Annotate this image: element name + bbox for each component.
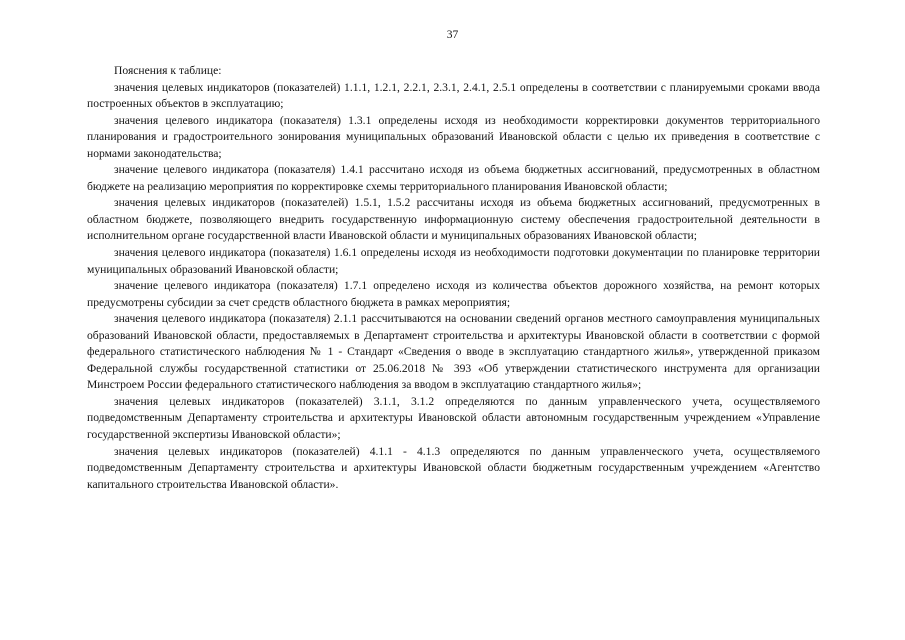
notes-caption: Пояснения к таблице: — [114, 64, 222, 77]
note-paragraph: значения целевого индикатора (показателя) 2.1.1 рассчитываются на основании сведений органов местного самоуправления муниципальных образований Ивановской области, предоставляемых в Департамент строительства и архитектуры Ивановской области в соответствии с формой федерального статистического наблюдения № 1 - Стандарт «Сведения о вводе в эксплуатацию стандартного жилья», утвержденной приказом Федеральной службы государственной статистики от 25.06.2018 № 393 «Об утверждении статистического инструмента для организации Минстроем России федерального статистического наблюдения за вводом в эксплуатацию стандартного жилья»; — [87, 312, 820, 392]
note-paragraph: значения целевых индикаторов (показателей) 1.5.1, 1.5.2 рассчитаны исходя из объема бюджетных ассигнований, предусмотренных в областном бюджете, позволяющего внедрить государственную информационную систему обеспечения градостроительной деятельности в исполнительном органе государственной власти Ивановской области и муниципальных образованиях Ивановской области; — [87, 196, 820, 243]
table-notes — [87, 63, 820, 493]
note-paragraph: значение целевого индикатора (показателя) 1.7.1 определено исходя из количества объектов дорожного хозяйства, на ремонт которых предусмотрены субсидии за счет средств областного бюджета в рамках мероприятия; — [87, 279, 820, 309]
note-paragraph: значения целевого индикатора (показателя) 1.3.1 определены исходя из необходимости корректировки документов территориального планирования и градостроительного зонирования муниципальных образований Ивановской области с целью их приведения в соответствие с нормами законодательства; — [87, 113, 820, 160]
page-number: 37 — [446, 29, 459, 41]
note-paragraph: значения целевых индикаторов (показателей) 1.1.1, 1.2.1, 2.2.1, 2.3.1, 2.4.1, 2.5.1 определены в соответствии с планируемыми сроками ввода построенных объектов в эксплуатацию; — [87, 80, 820, 111]
note-paragraph: значения целевого индикатора (показателя) 1.6.1 определены исходя из необходимости подготовки документации по планировке территории муниципальных образований Ивановской области; — [87, 246, 820, 276]
note-paragraph: значения целевых индикаторов (показателей) 3.1.1, 3.1.2 определяются по данным управленческого учета, осуществляемого подведомственным Департаменту строительства и архитектуры Ивановской области автономным государственным учреждением «Управление государственной экспертизы Ивановской области»; — [87, 394, 820, 442]
note-paragraph: значения целевых индикаторов (показателей) 4.1.1 - 4.1.3 определяются по данным управленческого учета, осуществляемого подведомственным Департаменту строительства и архитектуры Ивановской области бюджетным государственным учреждением «Агентство капитального строительства Ивановской области». — [87, 444, 820, 491]
note-paragraph: значение целевого индикатора (показателя) 1.4.1 рассчитано исходя из объема бюджетных ассигнований, предусмотренных в областном бюджете на реализацию мероприятия по корректировке схемы территориального планирования Ивановской области; — [87, 163, 820, 193]
